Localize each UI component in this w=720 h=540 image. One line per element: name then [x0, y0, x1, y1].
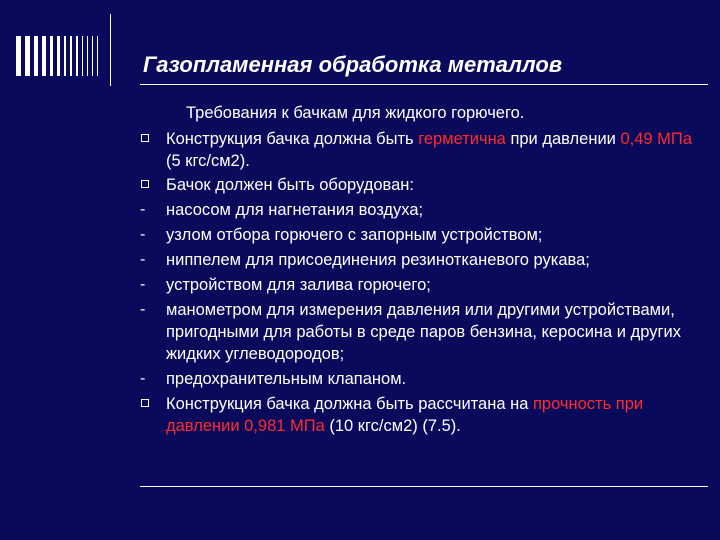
square-bullet-icon [141, 399, 149, 407]
list-item: - устройством для залива горючего; [140, 276, 431, 294]
dash-bullet-icon: - [140, 251, 146, 268]
title-underline [140, 84, 708, 85]
dash-bullet-icon: - [140, 301, 146, 318]
list-item: - предохранительным клапаном. [140, 370, 407, 388]
decorative-stripes [16, 36, 146, 76]
requirements-list [140, 128, 700, 437]
page-title: Газопламенная обработка металлов [143, 52, 563, 77]
list-item: Бачок должен быть оборудован: [140, 174, 700, 196]
decorative-vertical-line [110, 14, 111, 86]
square-bullet-icon [141, 134, 149, 142]
list-item: - ниппелем для присоединения резинотканевого рукава; [140, 251, 590, 269]
square-bullet-icon [141, 180, 149, 188]
bottom-rule [140, 486, 708, 487]
dash-bullet-icon: - [140, 276, 146, 293]
slide-subtitle: Требования к бачкам для жидкого горючего. [186, 104, 525, 122]
dash-bullet-icon: - [140, 226, 146, 243]
dash-bullet-icon: - [140, 370, 146, 387]
list-item: Конструкция бачка должна быть рассчитана на прочность при давлении 0,981 МПа (10 кгс/см2) (7.5). [140, 393, 700, 437]
list-item: - манометром для измерения давления или другими устройствами, пригодными для работы в среде паров бензина, керосина и других жидких углеводородов; [140, 301, 681, 363]
dash-bullet-icon: - [140, 201, 146, 218]
list-item: Конструкция бачка должна быть герметична при давлении 0,49 МПа (5 кгс/см2). [140, 128, 700, 172]
list-item: - узлом отбора горючего с запорным устройством; [140, 226, 543, 244]
list-item: - насосом для нагнетания воздуха; [140, 201, 424, 219]
